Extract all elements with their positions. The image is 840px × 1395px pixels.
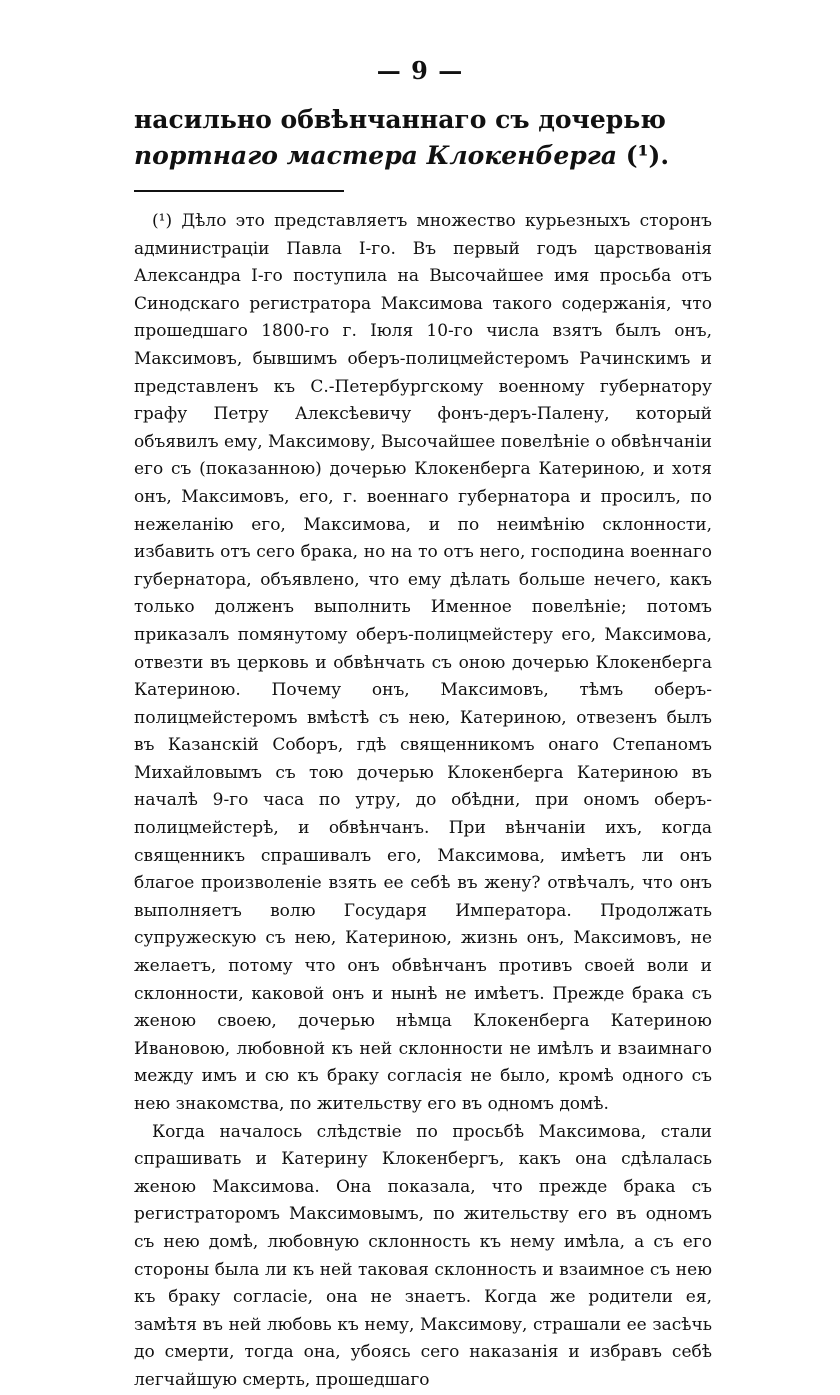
- footnote-paragraph-1-text: Дѣло это представляетъ множество курьезныхъ сторонъ администрацiи Павла I-го. Въ первый годъ царствованiя Александра I-го поступила на Высочайшее имя просьба отъ Синодскаго регистратора Максимова такого содержанiя, что прошедшаго 1800-го г. Iюля 10-го числа взятъ былъ онъ, Максимовъ, бывшимъ оберъ-полицмейстеромъ Рачинскимъ и представленъ къ С.-Петербургскому военному губернатору графу Петру Алексѣевичу фонъ-деръ-Палену, который объявилъ ему, Максимову, Высочайшее повелѣнiе о обвѣнчанiи его съ (показанною) дочерью Клокенберга Катериною, и хотя онъ, Максимовъ, его, г. военнаго губернатора и просилъ, по нежеланiю его, Максимова, и по неимѣнiю склонности, избавить отъ сего брака, но на то отъ него, господина военнаго губернатора, объявлено, что ему дѣлать больше нечего, какъ только долженъ выполнить Именное повелѣнiе; потомъ приказалъ помянутому оберъ-полицмейстеру его, Максимова, отвезти въ церковь и обвѣнчать съ оною дочерью Клокенберга Катериною. Почему онъ, Максимовъ, тѣмъ оберъ-полицмейстеромъ вмѣстѣ съ нею, Катериною, отвезенъ былъ въ Казанскiй Соборъ, гдѣ священникомъ онаго Степаномъ Михайловымъ съ тою дочерью Клокенберга Катериною въ началѣ 9-го часа по утру, до обѣдни, при ономъ оберъ-полицмейстерѣ, и обвѣнчанъ. При вѣнчанiи ихъ, когда священникъ спрашивалъ его, Максимова, имѣетъ ли онъ благое произволенiе взять ее себѣ въ жену? отвѣчалъ, что онъ выполняетъ волю Государя Императора. Продолжать супружескую съ нею, Катериною, жизнь онъ, Максимовъ, не желаетъ, потому что онъ обвѣнчанъ противъ своей воли и склонности, каковой онъ и нынѣ не имѣетъ. Прежде брака съ женою своею, дочерью нѣмца Клокенберга Катериною Ивановою, любовной къ ней склонности не имѣлъ и взаимнаго между имъ и сю къ браку согласiя не было, кромѣ одного съ нею знакомства, по жительству его въ одномъ домѣ.: [134, 211, 712, 1114]
- footnote-reference: (¹).: [617, 141, 670, 170]
- footnote-paragraph-2: Когда началось слѣдствiе по просьбѣ Максимова, стали спрашивать и Катерину Клокенбергъ, какъ она сдѣлалась женою Максимова. Она показала, что прежде брака съ регистраторомъ Максимовымъ, по жительству его въ одномъ съ нею домѣ, любовную склонность къ нему имѣла, а съ его стороны была ли къ ней таковая склонность и взаимное съ нею къ браку согласiе, она не знаетъ. Когда же родители ея, замѣтя въ ней любовь къ нему, Максимову, страшали ее засѣчь до смерти, тогда она, убоясь сего наказанiя и избравъ себѣ легчайшую смерть, прошедшаго: [134, 1121, 712, 1390]
- page-number: — 9 —: [376, 56, 464, 85]
- footnote-marker: (¹): [152, 211, 173, 231]
- footnote-paragraph-1: [134, 208, 712, 1119]
- footnote-divider: [134, 190, 344, 192]
- continuation-text: насильно обвѣнчаннаго съ дочерью: [134, 105, 666, 134]
- footnote: [134, 208, 712, 1395]
- continuation-paragraph: [134, 102, 712, 174]
- continuation-italic-text: портнаго мастера Клокенберга: [134, 141, 618, 170]
